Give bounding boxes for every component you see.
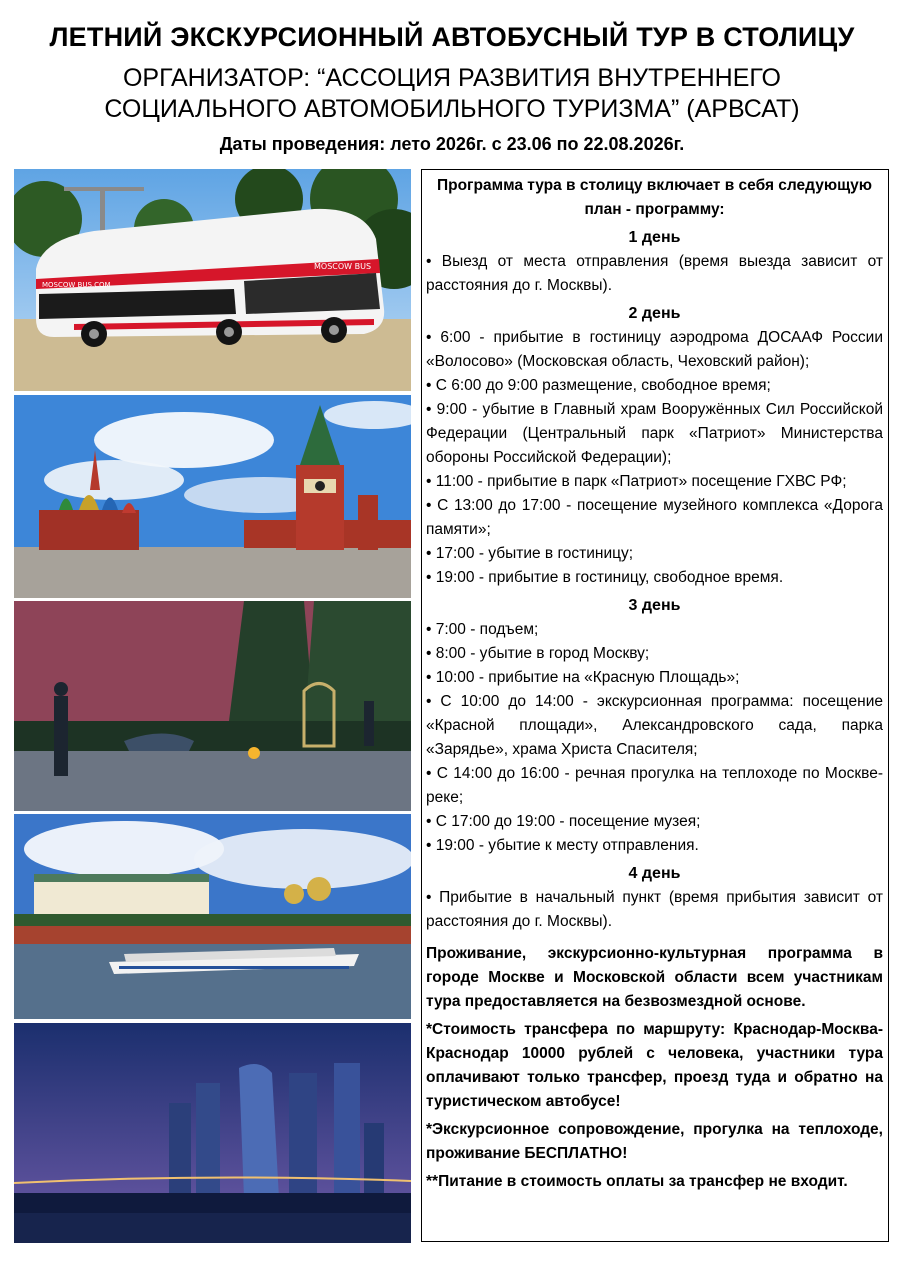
day-heading: 2 день	[628, 305, 681, 322]
page-title: ЛЕТНИЙ ЭКСКУРСИОННЫЙ АВТОБУСНЫЙ ТУР В СТОЛИЦУ	[49, 22, 855, 52]
program-note: **Питание в стоимость оплаты за трансфер не входит.	[426, 1173, 848, 1190]
program-note: *Экскурсионное сопровождение, прогулка на теплоходе, проживание БЕСПЛАТНО!	[426, 1121, 883, 1162]
bus-side-text: MOSCOW BUS.COM	[42, 281, 111, 289]
program-item: • 11:00 - прибытие в парк «Патриот» посещение ГХВС РФ;	[426, 473, 847, 490]
program-note: Проживание, экскурсионно-культурная программа в городе Москве и Московской области всем участникам тура предоставляется на безвозмездной основе.	[426, 945, 883, 1010]
photo-river-cruise	[14, 814, 411, 1019]
program-item: • С 17:00 до 19:00 - посещение музея;	[426, 813, 701, 830]
day-heading: 4 день	[628, 865, 681, 882]
program-item: • 8:00 - убытие в город Москву;	[426, 645, 650, 662]
program-item: • 6:00 - прибытие в гостиницу аэродрома ДОСААФ России «Волосово» (Московская область, Чеховский район);	[426, 329, 883, 370]
program-item: • 7:00 - подъем;	[426, 621, 539, 638]
photo-red-square	[14, 395, 411, 598]
photo-moscow-city	[14, 1023, 411, 1243]
program-item: • 19:00 - прибытие в гостиницу, свободное время.	[426, 569, 784, 586]
program-item: • С 13:00 до 17:00 - посещение музейного комплекса «Дорога памяти»;	[426, 497, 883, 538]
photo-eternal-flame	[14, 601, 411, 811]
day-heading: 3 день	[628, 597, 681, 614]
program-item: • Прибытие в начальный пункт (время прибытия зависит от расстояния до г. Москвы).	[426, 889, 883, 930]
program-item: • С 6:00 до 9:00 размещение, свободное время;	[426, 377, 771, 394]
program-item: • С 10:00 до 14:00 - экскурсионная программа: посещение «Красной площади», Александровского сада, парка «Зарядье», храма Христа Спасителя;	[426, 693, 883, 758]
program-item: • С 14:00 до 16:00 - речная прогулка на теплоходе по Москве-реке;	[426, 765, 883, 806]
program-title: Программа тура в столицу включает в себя следующую план - программу:	[436, 177, 872, 218]
program-item: • 10:00 - прибытие на «Красную Площадь»;	[426, 669, 740, 686]
bus-sign-text: MOSCOW BUS	[314, 262, 372, 271]
program-item: • 17:00 - убытие в гостиницу;	[426, 545, 634, 562]
program-box	[421, 169, 889, 1242]
day-heading: 1 день	[628, 229, 681, 246]
organizer-line-1: ОРГАНИЗАТОР: “АССОЦИЯ РАЗВИТИЯ ВНУТРЕННЕГО	[122, 64, 781, 92]
program-note: *Стоимость трансфера по маршруту: Краснодар-Москва-Краснодар 10000 рублей с человека, участники тура оплачивают только трансфер, проезд туда и обратно на туристическом автобусе!	[426, 1021, 883, 1110]
program-item: • Выезд от места отправления (время выезда зависит от расстояния до г. Москвы).	[426, 253, 883, 294]
photo-bus	[14, 169, 411, 391]
program-item: • 19:00 - убытие к месту отправления.	[426, 837, 699, 854]
organizer-line-2: СОЦИАЛЬНОГО АВТОМОБИЛЬНОГО ТУРИЗМА” (АРВСАТ)	[104, 95, 800, 123]
organizer-block	[0, 63, 904, 125]
tour-dates: Даты проведения: лето 2026г. с 23.06 по 22.08.2026г.	[219, 134, 685, 154]
program-item: • 9:00 - убытие в Главный храм Вооружённых Сил Российской Федерации (Центральный парк «Патриот» Министерства обороны Российской Федерации);	[426, 401, 883, 466]
